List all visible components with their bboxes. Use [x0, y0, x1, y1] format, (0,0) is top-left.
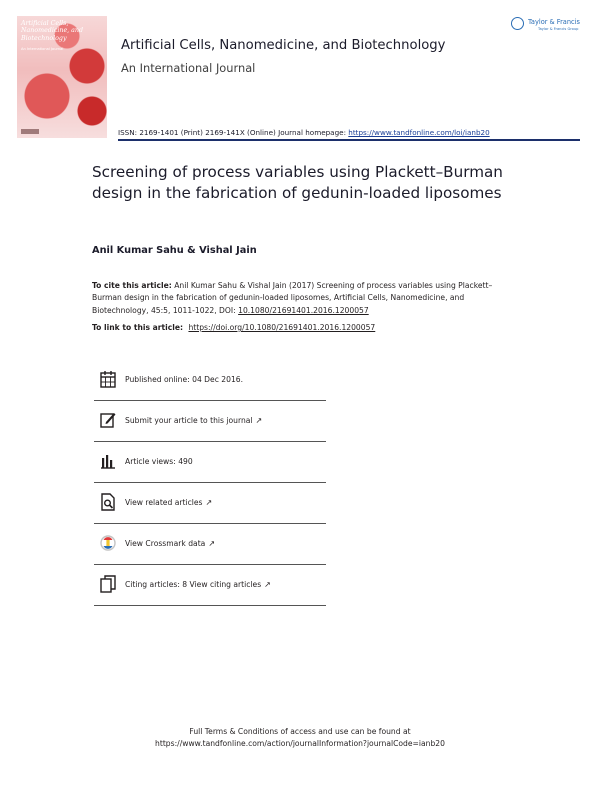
cite-text: Anil Kumar Sahu & Vishal Jain (2017) Screening of process variables using Plackett–Burman design in the fabrication of gedunin-loaded liposomes, Artificial Cells, Nanomedicine, and Biotechnology, 45:5, 1011-1022, DOI: [92, 281, 493, 315]
publisher-name: Taylor & Francis [528, 18, 580, 26]
info-label-text[interactable]: View related articles [125, 498, 203, 507]
footer-url[interactable]: https://www.tandfonline.com/action/journalInformation?journalCode=ianb20 [155, 739, 445, 748]
journal-title: Artificial Cells, Nanomedicine, and Biotechnology [121, 38, 446, 53]
publisher-logo-icon [511, 17, 524, 30]
info-label-text[interactable]: View Crossmark data [125, 539, 206, 548]
header-divider [118, 139, 580, 141]
cite-label: To cite this article: [92, 281, 172, 290]
footer [0, 726, 600, 750]
info-label[interactable] [125, 498, 212, 507]
crossmark-icon [100, 534, 116, 552]
journal-cover-image [17, 16, 107, 138]
info-item-citing[interactable] [94, 565, 326, 606]
info-item-related[interactable] [94, 483, 326, 524]
publisher-logo[interactable] [511, 17, 583, 33]
article-doi-url[interactable]: https://doi.org/10.1080/21691401.2016.1200057 [188, 323, 376, 332]
external-link-icon: ↗ [255, 416, 263, 425]
edit-icon [100, 411, 116, 429]
issn-text: ISSN: 2169-1401 (Print) 2169-141X (Online) Journal homepage: [118, 128, 346, 137]
bar-chart-icon [100, 452, 116, 470]
info-item-crossmark[interactable] [94, 524, 326, 565]
related-articles-icon [100, 493, 116, 511]
article-info-list [94, 360, 326, 606]
calendar-icon [100, 370, 116, 388]
citation-block [92, 280, 512, 317]
info-label-text[interactable]: Submit your article to this journal [125, 416, 253, 425]
journal-homepage-link[interactable]: https://www.tandfonline.com/loi/ianb20 [348, 128, 490, 137]
footer-terms: Full Terms & Conditions of access and use can be found at [189, 727, 411, 736]
info-label[interactable] [125, 539, 215, 548]
external-link-icon: ↗ [205, 498, 213, 507]
info-label[interactable] [125, 416, 262, 425]
external-link-icon: ↗ [208, 539, 216, 548]
article-title: Screening of process variables using Plackett–Burman design in the fabrication of gedunin-loaded liposomes [92, 163, 503, 202]
info-item-submit[interactable] [94, 401, 326, 442]
info-label: Published online: 04 Dec 2016. [125, 375, 244, 384]
info-label-text[interactable]: Citing articles: 8 View citing articles [125, 580, 262, 589]
article-link-line [92, 323, 375, 332]
doi-link[interactable]: 10.1080/21691401.2016.1200057 [238, 305, 369, 315]
info-label: Article views: 490 [125, 457, 193, 466]
cover-publisher-logo [21, 129, 39, 134]
publisher-tagline: Taylor & Francis Group [538, 27, 579, 31]
external-link-icon: ↗ [264, 580, 271, 589]
link-label: To link to this article: [92, 323, 184, 332]
article-authors: Anil Kumar Sahu & Vishal Jain [92, 245, 257, 256]
journal-subtitle: An International Journal [121, 61, 256, 75]
info-item-views [94, 442, 326, 483]
cover-title: Artificial Cells, Nanomedicine, and Biotechnology [21, 20, 84, 42]
info-item-published [94, 360, 326, 401]
info-label[interactable] [125, 580, 271, 589]
issn-line [118, 128, 490, 137]
citing-articles-icon [100, 575, 116, 593]
cover-subtitle: An International Journal [21, 47, 64, 51]
